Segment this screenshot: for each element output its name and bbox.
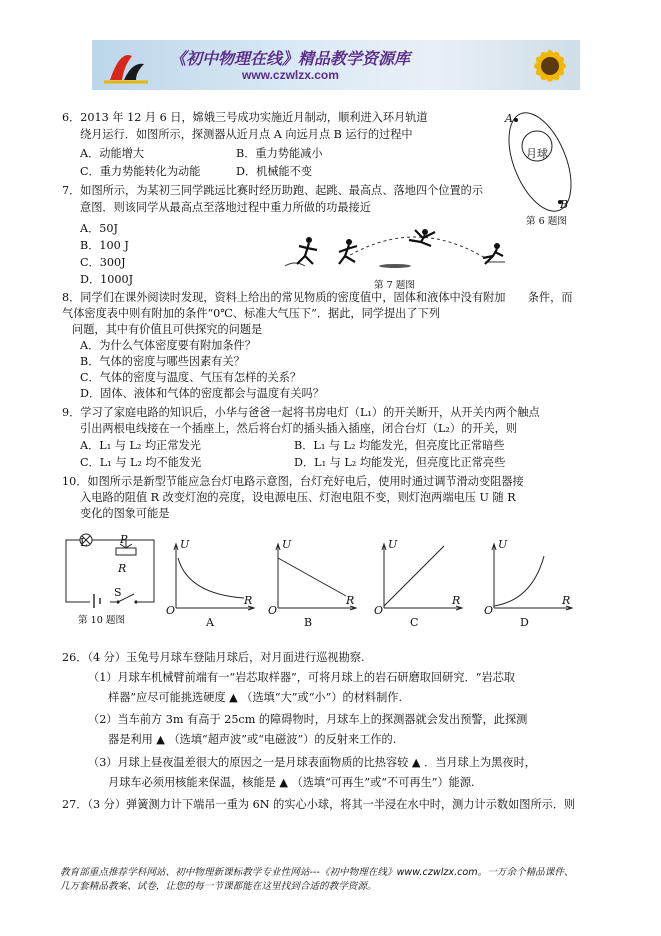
q8-option-b: B．气体的密度与哪些因素有关？ bbox=[80, 355, 245, 368]
graph-c-option-label: C bbox=[410, 616, 419, 629]
q10-slider-label: P bbox=[120, 533, 128, 546]
q26-part2-line1: （2）当车前方 3m 有高于 25cm 的障碍物时，月球车上的探测器就会发出预警，此探测 bbox=[88, 713, 528, 726]
footer-line2: 几万套精品教案、试卷，让您的每一节课都能在这里找到合适的教学资源。 bbox=[60, 881, 377, 892]
q7-figure-caption: 第 7 题图 bbox=[374, 280, 415, 291]
q7-stem-line2: 意图．则该同学从最高点至落地过程中重力所做的功最接近 bbox=[80, 201, 371, 214]
q6-stem-line1: 6．2013 年 12 月 6 日，嫦娥三号成功实施近月制动，顺利进入环月轨道 bbox=[62, 111, 428, 124]
q9-option-c: C．L₁ 与 L₂ 均不能发光 bbox=[80, 456, 202, 469]
banner-title: 《初中物理在线》精品教学资源库 bbox=[170, 49, 411, 68]
graph-b-x-label: R bbox=[346, 594, 355, 607]
q26-part3-line2: 月球车必须用核能来保温，核能是 ▲ （选填“可再生”或“不可再生”）能源. bbox=[108, 776, 475, 789]
q27-stem: 27．（3 分）弹簧测力计下端吊一重为 6N 的实心小球，将其一半浸在水中时，测力计示数如图所示．则 bbox=[62, 798, 576, 811]
graph-b-origin: O bbox=[268, 604, 278, 617]
q8-option-a: A．为什么气体密度要有附加条件？ bbox=[80, 339, 256, 352]
q8-option-c: C．气体的密度与温度、气压有怎样的关系？ bbox=[80, 371, 302, 384]
q10-figure-caption: 第 10 题图 bbox=[78, 615, 126, 626]
q7-option-d: D．1000J bbox=[80, 273, 134, 286]
graph-a-y-label: U bbox=[180, 538, 190, 551]
graph-c-y-label: U bbox=[388, 538, 398, 551]
q10-circuit-diagram bbox=[60, 530, 160, 612]
q10-lamp-label: L bbox=[80, 536, 88, 549]
graph-d-x-label: R bbox=[562, 594, 571, 607]
q6-point-b-label: B bbox=[560, 198, 569, 211]
q7-long-jump-figure bbox=[285, 222, 515, 274]
q10-stem-line2: 入电路的阻值 R 改变灯泡的亮度，设电源电压、灯泡电阻不变，则灯泡两端电压 U 随 R bbox=[80, 491, 516, 504]
q6-figure-caption: 第 6 题图 bbox=[526, 216, 567, 227]
q10-graph-a bbox=[166, 538, 262, 630]
q10-graph-c bbox=[374, 538, 470, 630]
q10-graph-b bbox=[268, 538, 364, 630]
q7-option-a: A．50J bbox=[80, 222, 118, 235]
graph-b-y-label: U bbox=[282, 538, 292, 551]
graph-a-x-label: R bbox=[244, 594, 253, 607]
q10-resistor-label: R bbox=[118, 562, 127, 575]
q26-part1-line2: 样器”应尽可能挑选硬度 ▲ （选填“大”或“小”）的材料制作. bbox=[108, 691, 402, 704]
q10-stem-line3: 变化的图象可能是 bbox=[80, 507, 170, 520]
q7-option-b: B．100 J bbox=[80, 239, 129, 252]
q26-part1-line1: （1）月球车机械臂前端有一“岩芯取样器”，可将月球上的岩石研磨取回研究．“岩芯取 bbox=[88, 671, 516, 684]
q6-stem-line2: 绕月运行．如图所示，探测器从近月点 A 向远月点 B 运行的过程中 bbox=[80, 128, 413, 141]
graph-d-option-label: D bbox=[520, 616, 529, 629]
q8-option-d: D．固体、液体和气体的密度都会与温度有关吗？ bbox=[80, 387, 324, 400]
sunflower-icon bbox=[512, 40, 580, 90]
banner-url: www.czwlzx.com bbox=[242, 68, 339, 82]
q6-moon-label: 月球 bbox=[526, 147, 548, 160]
q8-stem-line3: 问题，其中有价值且可供探究的问题是 bbox=[72, 323, 263, 336]
q6-option-d: D．机械能不变 bbox=[236, 165, 313, 178]
q26-part2-line2: 器是利用 ▲ （选填“超声波”或“电磁波”）的反射来工作的. bbox=[108, 733, 397, 746]
q10-graph-d bbox=[484, 538, 580, 630]
q8-stem-line2: 气体密度表中则有附加的条件“0℃、标准大气压下”．据此，同学提出了下列 bbox=[62, 307, 440, 320]
graph-a-origin: O bbox=[166, 604, 176, 617]
graph-d-origin: O bbox=[484, 604, 494, 617]
q9-option-d: D．L₁ 与 L₂ 均能发光，但亮度比正常亮些 bbox=[294, 456, 506, 469]
footer-line1: 教育部重点推荐学科网站、初中物理新课标教学专业性网站---《初中物理在线》www.czwlzx.com。一万余个精品课件、 bbox=[60, 867, 574, 878]
graph-c-x-label: R bbox=[452, 594, 461, 607]
q9-stem-line1: 9．学习了家庭电路的知识后，小华与爸爸一起将书房电灯（L₁）的开关断开，从开关内两个触点 bbox=[62, 406, 540, 419]
graph-a-option-label: A bbox=[206, 616, 214, 629]
q26-stem: 26．（4 分）玉兔号月球车登陆月球后，对月面进行巡视勘察. bbox=[62, 651, 365, 664]
q9-option-a: A．L₁ 与 L₂ 均正常发光 bbox=[80, 439, 201, 452]
q8-stem-line1: 8．同学们在课外阅读时发现，资料上给出的常见物质的密度值中，固体和液体中没有附加 条件，而 bbox=[62, 291, 573, 304]
q7-stem-line1: 7．如图所示，为某初三同学跳远比赛时经历助跑、起跳、最高点、落地四个位置的示 bbox=[62, 184, 484, 197]
q10-switch-label: S bbox=[114, 586, 122, 599]
q26-part3-line1: （3）月球上昼夜温差很大的原因之一是月球表面物质的比热容较 ▲ ．当月球上为黑夜时， bbox=[88, 756, 536, 769]
q6-option-b: B．重力势能减小 bbox=[236, 147, 323, 160]
graph-b-option-label: B bbox=[304, 616, 313, 629]
header-banner bbox=[92, 40, 580, 90]
q9-stem-line2: 引出两根电线接在一个插座上，然后将台灯的插头插入插座，闭合台灯（L₂）的开关，则 bbox=[80, 422, 518, 435]
q7-option-c: C．300J bbox=[80, 256, 126, 269]
q9-option-b: B．L₁ 与 L₂ 均能发光，但亮度比正常暗些 bbox=[294, 439, 505, 452]
q10-stem-line1: 10．如图所示是新型节能应急台灯电路示意图，台灯充好电后，使用时通过调节滑动变阻器接 bbox=[62, 475, 524, 488]
q6-point-a-label: A bbox=[505, 112, 513, 125]
graph-d-y-label: U bbox=[498, 538, 508, 551]
graph-c-origin: O bbox=[374, 604, 384, 617]
logo-icon bbox=[102, 46, 152, 86]
q6-option-c: C．重力势能转化为动能 bbox=[80, 165, 201, 178]
q6-option-a: A．动能增大 bbox=[80, 147, 145, 160]
